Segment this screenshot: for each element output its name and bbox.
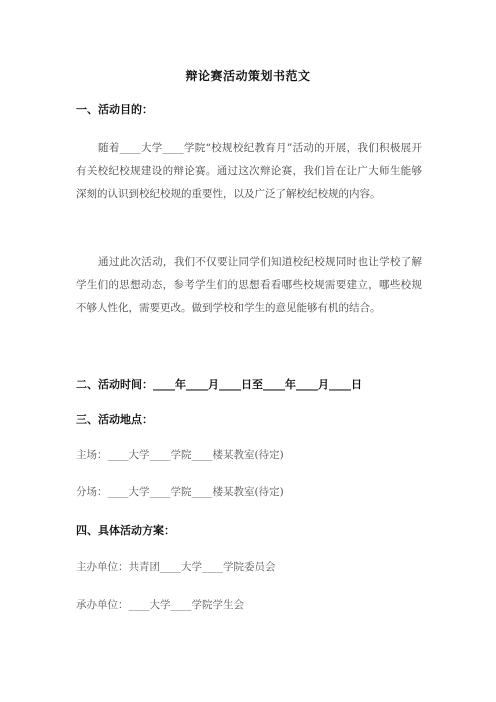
paragraph-purpose-1: 随着____大学____学院“校规校纪教育月”活动的开展，我们积极展开有关校纪校规建设的辩论赛。通过这次辩论赛，我们旨在让广大师生能够深刻的认识到校纪校规的重要性，以及广泛了解校纪校规的内容。 — [76, 142, 422, 200]
paragraph-purpose-2: 通过此次活动，我们不仅要让同学们知道校纪校规同时也让学校了解学生们的思想动态，参考学生们的思想看看哪些校规需要建立，哪些校规不够人性化，需要更改。做到学校和学生的意见能够有机的结合。 — [76, 256, 422, 314]
section-heading-venue: 三、活动地点： — [76, 413, 153, 426]
venue-main: 主场：____大学____学院____楼某教室(待定) — [76, 449, 284, 461]
venue-branch: 分场：____大学____学院____楼某教室(待定) — [76, 486, 284, 498]
document-title: 辩论赛活动策划书范文 — [185, 69, 311, 83]
organizer-unit: 承办单位：____大学____学院学生会 — [76, 599, 244, 611]
host-unit: 主办单位：共青团____大学____学院委员会 — [76, 561, 276, 573]
section-heading-purpose: 一、活动目的： — [76, 103, 153, 116]
section-heading-plan: 四、具体活动方案： — [76, 524, 175, 537]
section-heading-time: 二、活动时间：____年____月____日至____年____月____日 — [76, 378, 362, 391]
